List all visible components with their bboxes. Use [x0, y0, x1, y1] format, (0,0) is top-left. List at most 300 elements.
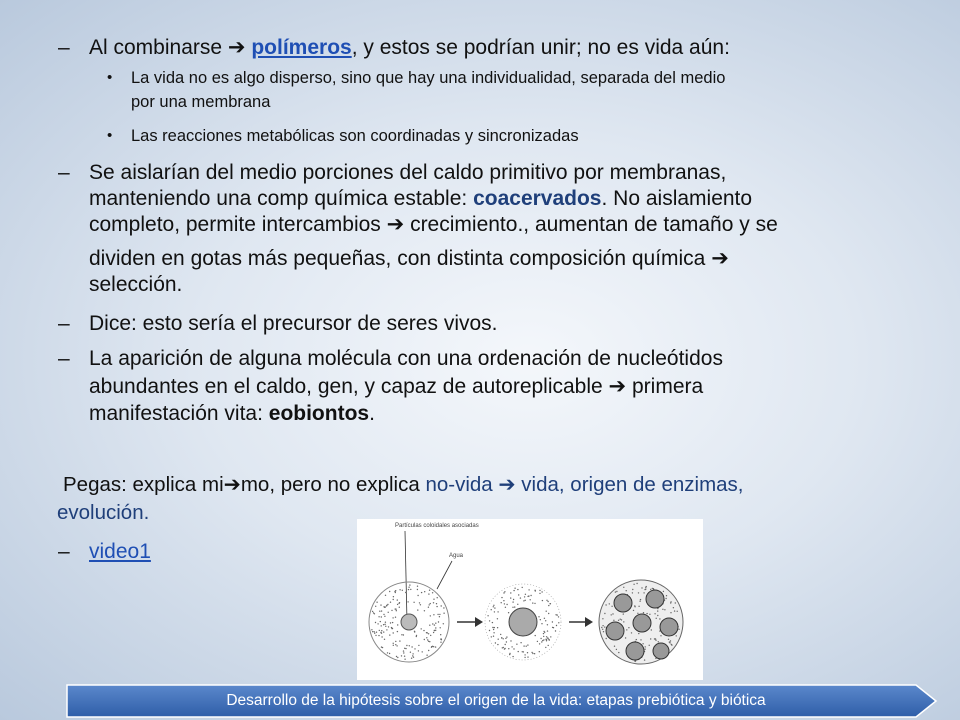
particle-dot — [497, 618, 498, 619]
particle-dot — [493, 629, 494, 630]
particle-dot — [501, 597, 502, 598]
particle-dot — [439, 614, 440, 615]
particle-dot — [422, 651, 423, 652]
particle-dot — [534, 653, 535, 654]
dash-marker: – — [58, 347, 70, 370]
particle-dot — [433, 602, 434, 603]
particle-dot — [639, 601, 640, 602]
particle-dot — [493, 636, 494, 637]
particle-dot — [542, 640, 543, 641]
particle-dot — [512, 601, 513, 602]
particle-dot — [406, 645, 407, 646]
particle-dot — [388, 612, 389, 613]
particle-dot — [435, 623, 436, 624]
particle-dot — [527, 644, 528, 645]
particle-dot — [518, 594, 519, 595]
particle-dot — [397, 599, 398, 600]
particle-dot — [676, 635, 677, 636]
particle-dot — [404, 659, 405, 660]
particle-dot — [395, 608, 396, 609]
particle-dot — [424, 639, 425, 640]
particle-dot — [503, 647, 504, 648]
particle-dot — [537, 641, 538, 642]
particle-dot — [547, 601, 548, 602]
particle-dot — [492, 622, 493, 623]
particle-dot — [541, 641, 542, 642]
particle-dot — [670, 640, 671, 641]
particle-dot — [410, 589, 411, 590]
arrow-right-icon: ➔ — [711, 247, 729, 270]
particle-dot — [670, 602, 671, 603]
particle-dot — [638, 633, 639, 634]
particle-dot — [402, 590, 403, 591]
particle-dot — [430, 603, 431, 604]
particle-dot — [494, 627, 495, 628]
particle-dot — [438, 621, 439, 622]
particle-dot — [505, 644, 506, 645]
particle-dot — [677, 611, 678, 612]
particle-dot — [539, 651, 540, 652]
particle-dot — [541, 591, 542, 592]
particle-dot — [413, 602, 414, 603]
particle-dot — [375, 622, 376, 623]
stage3-droplet — [646, 590, 664, 608]
particle-dot — [666, 595, 667, 596]
particle-dot — [643, 612, 644, 613]
particle-dot — [440, 634, 441, 635]
particle-dot — [389, 591, 390, 592]
particle-dot — [552, 621, 553, 622]
particle-dot — [623, 587, 624, 588]
particle-dot — [494, 607, 495, 608]
particle-dot — [550, 636, 551, 637]
video1-link[interactable]: video1 — [89, 540, 151, 563]
particle-dot — [513, 599, 514, 600]
particle-dot — [372, 611, 373, 612]
particle-dot — [614, 646, 615, 647]
coacervate-diagram — [357, 519, 703, 680]
particle-dot — [414, 631, 415, 632]
particle-dot — [618, 620, 619, 621]
particle-dot — [389, 653, 390, 654]
particle-dot — [411, 646, 412, 647]
particle-dot — [498, 639, 499, 640]
item-text: manifestación vita: eobiontos. — [89, 402, 375, 425]
particle-dot — [636, 639, 637, 640]
particle-dot — [380, 604, 381, 605]
particle-dot — [430, 635, 431, 636]
bullet-marker: • — [107, 127, 113, 144]
particle-dot — [675, 602, 676, 603]
particle-dot — [556, 625, 557, 626]
particle-dot — [504, 648, 505, 649]
particle-dot — [414, 648, 415, 649]
particle-dot — [399, 607, 400, 608]
particle-dot — [673, 607, 674, 608]
particle-dot — [412, 653, 413, 654]
particle-dot — [517, 589, 518, 590]
polimeros-link[interactable]: polímeros — [251, 36, 352, 59]
particle-dot — [637, 613, 638, 614]
particle-dot — [548, 613, 549, 614]
stage3-droplet — [633, 614, 651, 632]
particle-dot — [520, 597, 521, 598]
particle-dot — [638, 592, 639, 593]
particle-dot — [528, 595, 529, 596]
particle-dot — [649, 645, 650, 646]
particle-dot — [423, 630, 424, 631]
particle-dot — [640, 599, 641, 600]
particle-dot — [395, 644, 396, 645]
particle-dot — [387, 652, 388, 653]
particle-dot — [615, 591, 616, 592]
particle-dot — [669, 642, 670, 643]
dash-marker: – — [58, 161, 70, 184]
particle-dot — [632, 589, 633, 590]
particle-dot — [602, 618, 603, 619]
particle-dot — [381, 633, 382, 634]
particle-dot — [418, 650, 419, 651]
particle-dot — [558, 616, 559, 617]
particle-dot — [436, 603, 437, 604]
particle-dot — [424, 591, 425, 592]
particle-dot — [491, 609, 492, 610]
particle-dot — [440, 642, 441, 643]
particle-dot — [416, 635, 417, 636]
particle-dot — [390, 622, 391, 623]
particle-dot — [528, 589, 529, 590]
particle-dot — [489, 630, 490, 631]
particle-dot — [550, 603, 551, 604]
particle-dot — [385, 626, 386, 627]
particle-dot — [508, 648, 509, 649]
particle-dot — [386, 605, 387, 606]
particle-dot — [548, 645, 549, 646]
particle-dot — [620, 619, 621, 620]
particle-dot — [527, 656, 528, 657]
particle-dot — [506, 636, 507, 637]
particle-dot — [524, 596, 525, 597]
particle-dot — [396, 656, 397, 657]
particle-dot — [646, 586, 647, 587]
particle-dot — [657, 615, 658, 616]
particle-dot — [509, 654, 510, 655]
particle-dot — [609, 603, 610, 604]
particle-dot — [530, 595, 531, 596]
particle-dot — [384, 624, 385, 625]
particle-dot — [526, 646, 527, 647]
particle-dot — [412, 655, 413, 656]
particle-dot — [434, 624, 435, 625]
particle-dot — [649, 614, 650, 615]
particle-dot — [520, 642, 521, 643]
particle-dot — [495, 642, 496, 643]
particle-dot — [628, 627, 629, 628]
particle-dot — [378, 635, 379, 636]
particle-dot — [497, 611, 498, 612]
particle-dot — [523, 600, 524, 601]
particle-dot — [399, 602, 400, 603]
particle-dot — [386, 629, 387, 630]
particle-dot — [385, 595, 386, 596]
particle-dot — [403, 652, 404, 653]
particle-dot — [540, 638, 541, 639]
particle-dot — [408, 589, 409, 590]
particle-dot — [613, 620, 614, 621]
particle-dot — [525, 600, 526, 601]
particle-dot — [421, 628, 422, 629]
particle-dot — [602, 629, 603, 630]
particle-dot — [658, 641, 659, 642]
stage3-droplet — [626, 642, 644, 660]
particle-dot — [650, 589, 651, 590]
particle-dot — [381, 610, 382, 611]
particle-dot — [383, 606, 384, 607]
particle-dot — [391, 628, 392, 629]
particle-dot — [516, 644, 517, 645]
particle-dot — [503, 600, 504, 601]
particle-dot — [510, 597, 511, 598]
particle-dot — [393, 645, 394, 646]
pointer-line — [437, 561, 452, 589]
dash-marker: – — [58, 36, 70, 59]
particle-dot — [641, 587, 642, 588]
particle-dot — [656, 618, 657, 619]
particle-dot — [383, 614, 384, 615]
particle-dot — [547, 624, 548, 625]
particle-dot — [553, 627, 554, 628]
particle-dot — [371, 629, 372, 630]
particle-dot — [531, 652, 532, 653]
particle-dot — [634, 661, 635, 662]
particle-dot — [383, 624, 384, 625]
particle-dot — [381, 625, 382, 626]
particle-dot — [543, 633, 544, 634]
item-text: completo, permite intercambios ➔ crecimiento., aumentan de tamaño y se — [89, 213, 778, 236]
particle-dot — [375, 606, 376, 607]
particle-dot — [534, 590, 535, 591]
particle-dot — [543, 631, 544, 632]
particle-dot — [411, 658, 412, 659]
particle-dot — [376, 632, 377, 633]
particle-dot — [387, 604, 388, 605]
coacervados-term: coacervados — [473, 187, 602, 210]
particle-dot — [634, 606, 635, 607]
particle-dot — [522, 587, 523, 588]
particle-dot — [525, 594, 526, 595]
particle-dot — [623, 613, 624, 614]
particle-dot — [401, 634, 402, 635]
particle-dot — [399, 640, 400, 641]
particle-dot — [409, 645, 410, 646]
particle-dot — [409, 584, 410, 585]
particle-dot — [428, 633, 429, 634]
particle-dot — [432, 592, 433, 593]
particle-dot — [441, 605, 442, 606]
item-text: Al combinarse ➔ polímeros, y estos se podrían unir; no es vida aún: — [89, 36, 730, 59]
particle-dot — [418, 645, 419, 646]
particle-dot — [548, 605, 549, 606]
particle-dot — [645, 588, 646, 589]
arrow-right-icon: ➔ — [227, 36, 246, 59]
particle-dot — [545, 647, 546, 648]
particle-dot — [626, 590, 627, 591]
particle-dot — [650, 638, 651, 639]
particle-dot — [660, 635, 661, 636]
particle-dot — [393, 599, 394, 600]
particle-dot — [657, 610, 658, 611]
particle-dot — [524, 654, 525, 655]
particle-dot — [535, 635, 536, 636]
particle-dot — [436, 606, 437, 607]
particle-dot — [604, 613, 605, 614]
bullet-marker: • — [107, 69, 113, 86]
particle-dot — [626, 629, 627, 630]
particle-dot — [659, 618, 660, 619]
particle-dot — [381, 616, 382, 617]
particle-dot — [530, 599, 531, 600]
particle-dot — [395, 641, 396, 642]
particle-dot — [421, 592, 422, 593]
particle-dot — [513, 648, 514, 649]
particle-dot — [417, 595, 418, 596]
particle-dot — [645, 646, 646, 647]
particle-dot — [501, 602, 502, 603]
particle-dot — [374, 633, 375, 634]
particle-dot — [443, 613, 444, 614]
particle-dot — [555, 630, 556, 631]
particle-dot — [404, 648, 405, 649]
particle-dot — [428, 593, 429, 594]
particle-dot — [662, 609, 663, 610]
particle-dot — [549, 639, 550, 640]
particle-dot — [523, 645, 524, 646]
particle-dot — [665, 598, 666, 599]
particle-dot — [640, 639, 641, 640]
particle-dot — [375, 635, 376, 636]
particle-dot — [663, 591, 664, 592]
particle-dot — [539, 643, 540, 644]
particle-dot — [489, 620, 490, 621]
particle-dot — [506, 604, 507, 605]
particle-dot — [429, 625, 430, 626]
dash-marker: – — [58, 312, 70, 335]
particle-dot — [433, 614, 434, 615]
particle-dot — [606, 638, 607, 639]
particle-dot — [612, 613, 613, 614]
particle-dot — [433, 599, 434, 600]
particle-dot — [428, 607, 429, 608]
particle-dot — [504, 591, 505, 592]
particle-dot — [508, 612, 509, 613]
particle-dot — [401, 655, 402, 656]
particle-dot — [439, 616, 440, 617]
particle-dot — [544, 618, 545, 619]
particle-dot — [546, 639, 547, 640]
particle-dot — [512, 656, 513, 657]
particle-dot — [541, 623, 542, 624]
particle-dot — [487, 615, 488, 616]
particle-dot — [405, 648, 406, 649]
particle-dot — [504, 603, 505, 604]
item-text: manteniendo una comp química estable: coacervados. No aislamiento — [89, 187, 753, 210]
particle-dot — [527, 652, 528, 653]
particle-dot — [497, 644, 498, 645]
particle-dot — [540, 619, 541, 620]
particle-dot — [558, 622, 559, 623]
particle-dot — [405, 592, 406, 593]
particle-dot — [379, 630, 380, 631]
footer-banner — [66, 684, 938, 718]
particle-dot — [602, 625, 603, 626]
particle-dot — [493, 605, 494, 606]
particle-dot — [404, 656, 405, 657]
particle-dot — [419, 602, 420, 603]
banner-text: Desarrollo de la hipótesis sobre el origen de la vida: etapas prebiótica y biótica — [226, 692, 766, 709]
particle-dot — [435, 646, 436, 647]
dash-marker: – — [58, 540, 70, 563]
particle-dot — [424, 610, 425, 611]
particle-dot — [431, 646, 432, 647]
particle-dot — [493, 606, 494, 607]
particle-dot — [397, 657, 398, 658]
particle-dot — [494, 611, 495, 612]
stage1-core — [401, 614, 417, 630]
particle-dot — [443, 607, 444, 608]
particle-dot — [638, 606, 639, 607]
particle-dot — [428, 641, 429, 642]
particle-dot — [674, 610, 675, 611]
particle-dot — [426, 655, 427, 656]
particle-dot — [654, 613, 655, 614]
particle-dot — [384, 639, 385, 640]
particle-dot — [601, 627, 602, 628]
particle-dot — [443, 623, 444, 624]
particle-dot — [396, 645, 397, 646]
particle-dot — [646, 613, 647, 614]
particle-dot — [543, 636, 544, 637]
particle-dot — [379, 611, 380, 612]
particle-dot — [394, 591, 395, 592]
particle-dot — [380, 621, 381, 622]
particle-dot — [396, 610, 397, 611]
particle-dot — [397, 624, 398, 625]
particle-dot — [655, 640, 656, 641]
particle-dot — [427, 639, 428, 640]
particle-dot — [500, 634, 501, 635]
particle-dot — [440, 627, 441, 628]
particle-dot — [631, 632, 632, 633]
particle-dot — [616, 649, 617, 650]
particle-dot — [538, 616, 539, 617]
particle-dot — [532, 602, 533, 603]
particle-dot — [440, 638, 441, 639]
particle-dot — [503, 592, 504, 593]
particle-dot — [372, 631, 373, 632]
particle-dot — [374, 631, 375, 632]
particle-dot — [523, 651, 524, 652]
particle-dot — [514, 588, 515, 589]
particle-dot — [493, 632, 494, 633]
particle-dot — [542, 600, 543, 601]
particle-dot — [392, 622, 393, 623]
stage3-droplet — [660, 618, 678, 636]
particle-dot — [492, 627, 493, 628]
particle-dot — [557, 614, 558, 615]
particle-dot — [430, 615, 431, 616]
particle-dot — [497, 627, 498, 628]
particle-dot — [505, 638, 506, 639]
